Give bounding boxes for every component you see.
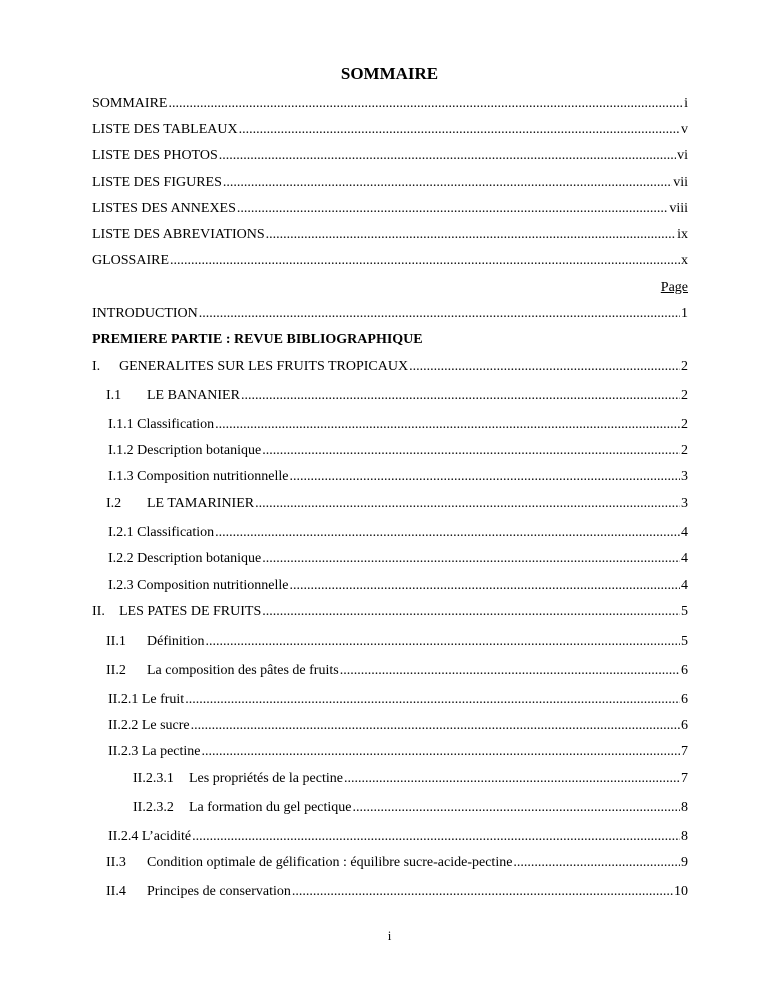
toc-entry-label: II.2.2 Le sucre xyxy=(108,718,190,733)
dot-leader xyxy=(192,827,680,847)
toc-entry-page: 6 xyxy=(681,663,688,678)
part-heading-label: PREMIERE PARTIE : REVUE BIBLIOGRAPHIQUE xyxy=(92,332,423,347)
toc-entry-number: I.1 xyxy=(106,388,122,403)
toc-entry-label: I.2.3 Composition nutritionnelle xyxy=(108,578,289,593)
toc-entry-page: 4 xyxy=(681,551,688,566)
toc-entry-glossaire xyxy=(92,251,688,271)
dot-leader xyxy=(237,199,668,219)
toc-entry-number: II.2 xyxy=(106,663,126,678)
toc-entry-page: vii xyxy=(673,175,688,190)
toc-entry-number: I. xyxy=(92,359,101,374)
dot-leader xyxy=(191,716,680,736)
toc-entry-label: II.2.1 Le fruit xyxy=(108,692,185,707)
toc-entry-label: I.2.2 Description botanique xyxy=(108,551,262,566)
toc-entry-page: 1 xyxy=(681,306,688,321)
toc-entry-number: II.2.3.1 xyxy=(133,771,174,786)
toc-entry-II-2-3 xyxy=(92,742,688,762)
dot-leader xyxy=(199,304,680,324)
toc-entry-introduction xyxy=(92,304,688,324)
toc-entry-page: 5 xyxy=(681,634,688,649)
toc-entry-II-3 xyxy=(92,853,688,873)
toc-entry-label: II.2.3 La pectine xyxy=(108,744,201,759)
toc-entry-I-2-3 xyxy=(92,576,688,596)
toc-entry-page: 6 xyxy=(681,692,688,707)
toc-entry-page: 3 xyxy=(681,496,688,511)
toc-entry-page: x xyxy=(681,253,688,268)
toc-entry-page: 2 xyxy=(681,388,688,403)
dot-leader xyxy=(344,769,680,789)
toc-entry-page: 8 xyxy=(681,800,688,815)
dot-leader xyxy=(409,357,680,377)
toc-entry-label: GENERALITES SUR LES FRUITS TROPICAUX xyxy=(119,359,409,374)
toc-entry-label: Définition xyxy=(147,634,205,649)
dot-leader xyxy=(255,494,680,514)
toc-part-heading xyxy=(92,330,688,350)
toc-entry-label: LES PATES DE FRUITS xyxy=(119,604,262,619)
toc-entry-page: i xyxy=(684,96,688,111)
toc-entry-page: viii xyxy=(669,201,688,216)
page-column-header-text: Page xyxy=(660,280,688,295)
toc-entry-number: II. xyxy=(92,604,105,619)
toc-entry-II-2-4 xyxy=(92,827,688,847)
toc-entry-page: 8 xyxy=(681,829,688,844)
toc-entry-page: 7 xyxy=(681,771,688,786)
dot-leader xyxy=(185,690,680,710)
toc-entry-section-I xyxy=(92,357,688,377)
toc-entry-number: II.2.3.2 xyxy=(133,800,174,815)
toc-entry-number: II.3 xyxy=(106,855,126,870)
toc-entry-liste-figures xyxy=(92,173,688,193)
page-number-footer: i xyxy=(387,928,392,943)
toc-entry-page: ix xyxy=(677,227,688,242)
toc-entry-label: LISTES DES ANNEXES xyxy=(92,201,236,216)
toc-entry-I-2 xyxy=(92,494,688,514)
toc-entry-page: 10 xyxy=(674,884,688,899)
dot-leader xyxy=(513,853,680,873)
toc-entry-page: 3 xyxy=(681,469,688,484)
toc-entry-page: 2 xyxy=(681,443,688,458)
toc-entry-label: I.1.3 Composition nutritionnelle xyxy=(108,469,289,484)
dot-leader xyxy=(215,523,680,543)
toc-entry-label: INTRODUCTION xyxy=(92,306,198,321)
dot-leader xyxy=(168,94,683,114)
toc-entry-I-1 xyxy=(92,386,688,406)
dot-leader xyxy=(241,386,680,406)
dot-leader xyxy=(170,251,680,271)
toc-entry-page: 4 xyxy=(681,578,688,593)
toc-entry-page: 9 xyxy=(681,855,688,870)
page-column-header xyxy=(92,278,688,298)
toc-entry-label: SOMMAIRE xyxy=(92,96,168,111)
toc-entry-page: 4 xyxy=(681,525,688,540)
toc-entry-II-1 xyxy=(92,632,688,652)
dot-leader xyxy=(289,467,680,487)
toc-entry-II-2-3-1 xyxy=(92,769,688,789)
toc-entry-liste-abreviations xyxy=(92,225,688,245)
toc-entry-sommaire xyxy=(92,94,688,114)
dot-leader xyxy=(223,173,672,193)
dot-leader xyxy=(266,225,676,245)
toc-entry-II-4 xyxy=(92,882,688,902)
toc-entry-page: 2 xyxy=(681,359,688,374)
toc-entry-label: LISTE DES ABREVIATIONS xyxy=(92,227,265,242)
toc-entry-label: Condition optimale de gélification : équilibre sucre-acide-pectine xyxy=(147,855,513,870)
toc-entry-II-2 xyxy=(92,661,688,681)
toc-entry-I-1-1 xyxy=(92,415,688,435)
dot-leader xyxy=(292,882,673,902)
dot-leader xyxy=(262,441,680,461)
toc-entry-label: La composition des pâtes de fruits xyxy=(147,663,339,678)
toc-entry-label: LISTE DES PHOTOS xyxy=(92,148,218,163)
toc-entry-liste-photos xyxy=(92,146,688,166)
toc-entry-label: La formation du gel pectique xyxy=(189,800,352,815)
toc-entry-number: II.1 xyxy=(106,634,126,649)
toc-entry-I-2-2 xyxy=(92,549,688,569)
toc-entry-I-2-1 xyxy=(92,523,688,543)
toc-entry-number: II.4 xyxy=(106,884,126,899)
dot-leader xyxy=(239,120,680,140)
toc-entry-label: I.1.1 Classification xyxy=(108,417,215,432)
toc-entry-label: LE TAMARINIER xyxy=(147,496,255,511)
toc-entry-section-II xyxy=(92,602,688,622)
toc-entry-number: I.2 xyxy=(106,496,122,511)
dot-leader xyxy=(206,632,680,652)
toc-entry-II-2-3-2 xyxy=(92,798,688,818)
toc-entry-page: 5 xyxy=(681,604,688,619)
toc-entry-label: I.1.2 Description botanique xyxy=(108,443,262,458)
document-title: SOMMAIRE xyxy=(340,64,439,83)
toc-entry-page: v xyxy=(681,122,688,137)
toc-entry-label: I.2.1 Classification xyxy=(108,525,215,540)
toc-entry-label: Les propriétés de la pectine xyxy=(189,771,343,786)
toc-entry-label: Principes de conservation xyxy=(147,884,291,899)
toc-entry-label: LISTE DES FIGURES xyxy=(92,175,222,190)
dot-leader xyxy=(353,798,681,818)
toc-entry-listes-annexes xyxy=(92,199,688,219)
toc-entry-label: LISTE DES TABLEAUX xyxy=(92,122,238,137)
dot-leader xyxy=(262,549,680,569)
toc-entry-label: GLOSSAIRE xyxy=(92,253,170,268)
toc-entry-I-1-2 xyxy=(92,441,688,461)
toc-entry-page: 6 xyxy=(681,718,688,733)
dot-leader xyxy=(219,146,676,166)
toc-entry-label: II.2.4 L’acidité xyxy=(108,829,192,844)
toc-entry-liste-tableaux xyxy=(92,120,688,140)
toc-entry-page: vi xyxy=(677,148,688,163)
toc-entry-page: 2 xyxy=(681,417,688,432)
dot-leader xyxy=(289,576,680,596)
dot-leader xyxy=(202,742,680,762)
toc-entry-II-2-1 xyxy=(92,690,688,710)
toc-entry-page: 7 xyxy=(681,744,688,759)
dot-leader xyxy=(215,415,680,435)
dot-leader xyxy=(262,602,680,622)
toc-entry-II-2-2 xyxy=(92,716,688,736)
toc-entry-I-1-3 xyxy=(92,467,688,487)
toc-entry-label: LE BANANIER xyxy=(147,388,240,403)
dot-leader xyxy=(340,661,680,681)
